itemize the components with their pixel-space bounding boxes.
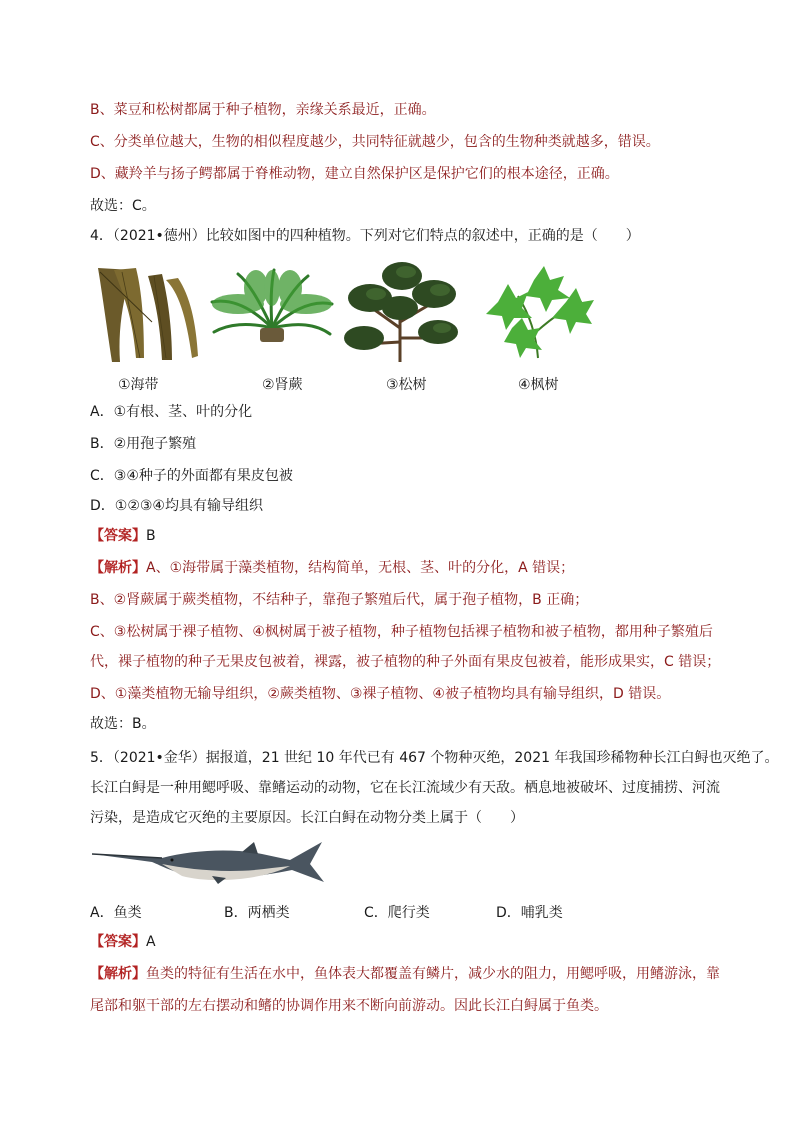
q5-answer (90, 932, 156, 952)
q5-option-c: C．爬行类 (364, 905, 430, 921)
answer-value: A (146, 934, 156, 950)
caption-fern: ②肾蕨 (262, 377, 303, 393)
q4-analysis-line-3: C、③松树属于裸子植物、④枫树属于被子植物，种子植物包括裸子植物和被子植物，都用种子繁殖后 (90, 624, 713, 640)
prev-option-d: D、藏羚羊与扬子鳄都属于脊椎动物，建立自然保护区是保护它们的根本途径，正确。 (90, 166, 619, 182)
q4-analysis-line-5: D、①藻类植物无输导组织，②蕨类植物、③裸子植物、④被子植物均具有输导组织，D 错误。 (90, 686, 671, 702)
prev-option-c: C、分类单位越大，生物的相似程度越少，共同特征就越少，包含的生物种类就越多，错误。 (90, 134, 660, 150)
sturgeon-illustration (92, 840, 326, 888)
answer-tag: 【答案】 (90, 934, 146, 950)
q4-result: 故选：B。 (90, 716, 156, 732)
maple-illustration (478, 262, 594, 360)
prev-option-b: B、菜豆和松树都属于种子植物，亲缘关系最近，正确。 (90, 102, 436, 118)
q5-analysis-line-2: 尾部和躯干部的左右摆动和鳍的协调作用来不断向前游动。因此长江白鲟属于鱼类。 (90, 998, 608, 1014)
q5-stem-line-1: 5．（2021•金华）据报道，21 世纪 10 年代已有 467 个物种灭绝，2021 年我国珍稀物种长江白鲟也灭绝了。 (90, 750, 779, 766)
q4-option-b: B．②用孢子繁殖 (90, 436, 197, 452)
q5-option-a: A．鱼类 (90, 905, 142, 921)
prev-result: 故选：C。 (90, 198, 156, 214)
q5-stem-line-3: 污染，是造成它灭绝的主要原因。长江白鲟在动物分类上属于（ ） (90, 810, 524, 826)
q4-option-d: D．①②③④均具有输导组织 (90, 498, 263, 514)
analysis-tag: 【解析】 (90, 966, 146, 982)
q5-stem-line-2: 长江白鲟是一种用鳃呼吸、靠鳍运动的动物，它在长江流域少有天敌。栖息地被破坏、过度捕捞、河流 (90, 780, 720, 796)
q4-option-c: C．③④种子的外面都有果皮包被 (90, 468, 293, 484)
q4-option-a: A．①有根、茎、叶的分化 (90, 404, 253, 420)
q5-option-d: D．哺乳类 (496, 905, 563, 921)
q4-analysis-line-2: B、②肾蕨属于蕨类植物，不结种子，靠孢子繁殖后代，属于孢子植物，B 正确； (90, 592, 589, 608)
analysis-tag: 【解析】 (90, 560, 146, 576)
caption-pine: ③松树 (386, 377, 427, 393)
q5-analysis-line-1: 【解析】鱼类的特征有生活在水中，鱼体表大都覆盖有鳞片，减少水的阻力，用鳃呼吸，用鳍游泳，靠 (90, 966, 720, 982)
answer-tag: 【答案】 (90, 528, 146, 544)
fern-illustration (208, 268, 336, 348)
q4-answer (90, 526, 156, 546)
q5-option-b: B．两栖类 (224, 905, 290, 921)
kelp-illustration (92, 262, 202, 366)
pine-illustration (342, 258, 462, 364)
caption-kelp: ①海带 (118, 377, 159, 393)
caption-maple: ④枫树 (518, 377, 559, 393)
answer-value: B (146, 528, 156, 544)
q4-analysis-line-1: 【解析】A、①海带属于藻类植物，结构简单，无根、茎、叶的分化，A 错误； (90, 560, 575, 576)
q4-stem: 4．（2021•德州）比较如图中的四种植物。下列对它们特点的叙述中，正确的是（ ） (90, 228, 640, 244)
q4-analysis-line-4: 代，裸子植物的种子无果皮包被着，裸露，被子植物的种子外面有果皮包被着，能形成果实，C 错误； (90, 654, 721, 670)
